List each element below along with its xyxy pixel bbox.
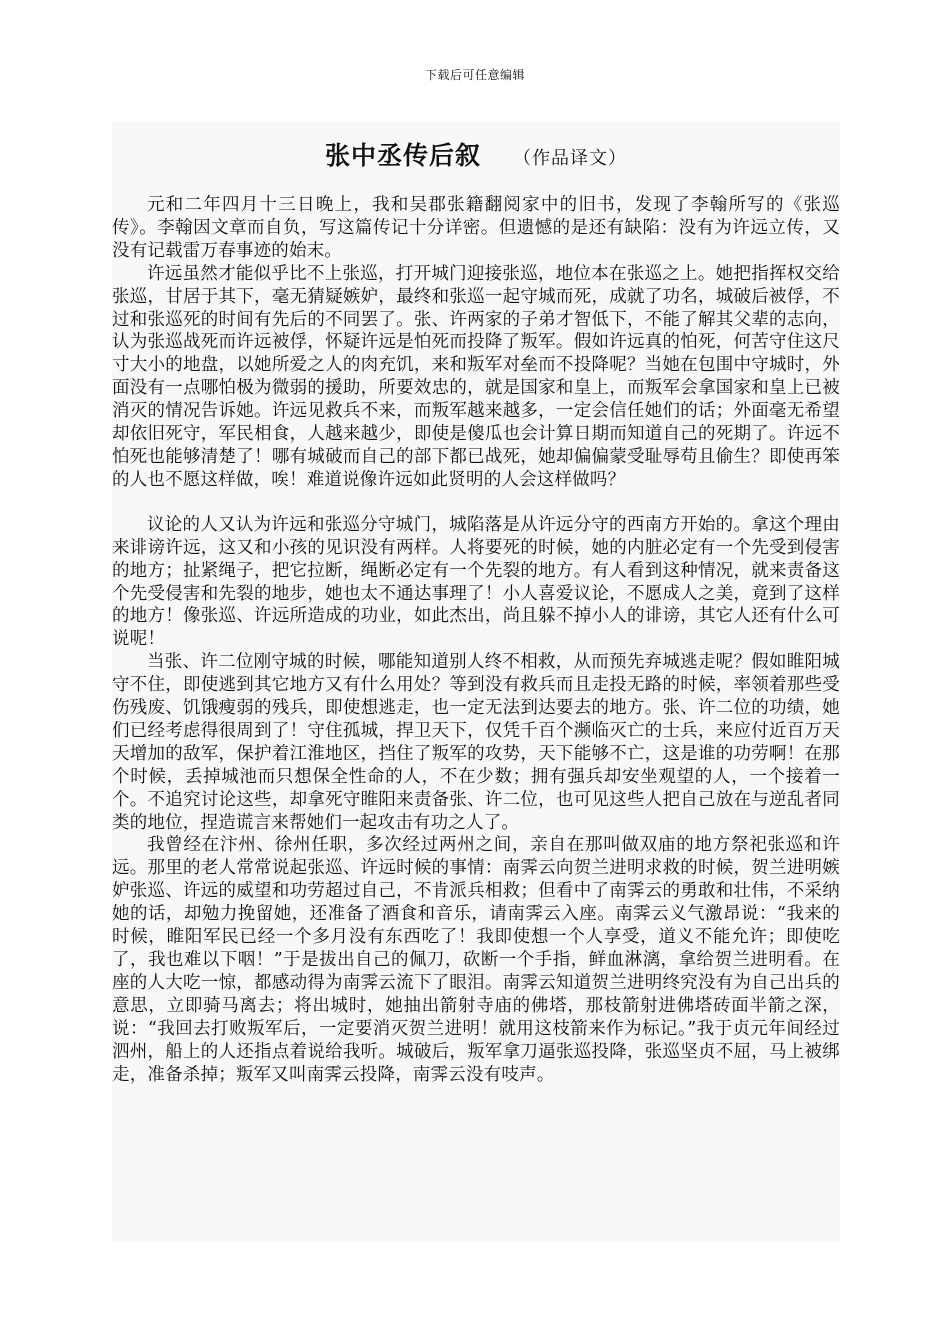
paragraph: 元和二年四月十三日晚上，我和吴郡张籍翻阅家中的旧书，发现了李翰所写的《张巡传》。李翰因文章而自负，写这篇传记十分详密。但遗憾的是还有缺陷：没有为许远立传，又没有记载雷万春事迹的始末。: [112, 195, 840, 261]
body-text: [112, 194, 840, 1086]
document-title: 张中丞传后叙: [324, 141, 481, 170]
document-subtitle: （作品译文）: [513, 148, 627, 169]
paragraph: 当张、许二位刚守城的时候，哪能知道别人终不相救，从而预先弃城逃走呢？假如睢阳城守不住，即使逃到其它地方又有什么用处？等到没有救兵而且走投无路的时候，率领着那些受伤残废、饥饿瘦弱的残兵，即使想逃走，也一定无法到达要去的地方。张、许二位的功绩，她们已经考虑得很周到了！守住孤城，捍卫天下，仅凭千百个濒临灭亡的士兵，来应付近百万天天增加的敌军，保护着江淮地区，挡住了叛军的攻势，天下能够不亡，这是谁的功劳啊！在那个时候，丢掉城池而只想保全性命的人，不在少数；拥有强兵却安坐观望的人，一个接着一个。不追究讨论这些，却拿死守睢阳来责备张、许二位，也可见这些人把自己放在与逆乱者同类的地位，捏造谎言来帮她们一起攻击有功之人了。: [112, 652, 840, 833]
page-header: 下载后可任意编辑: [424, 68, 525, 82]
paragraph: 议论的人又认为许远和张巡分守城门，城陷落是从许远分守的西南方开始的。拿这个理由来诽谤许远，这又和小孩的见识没有两样。人将要死的时候，她的内脏必定有一个先受到侵害的地方；扯紧绳子，把它拉断，绳断必定有一个先裂的地方。有人看到这种情况，就来责备这个先受侵害和先裂的地步，她也太不通达事理了！小人喜爱议论，不愿成人之美，竟到了这样的地方！像张巡、许远所造成的功业，如此杰出，尚且躲不掉小人的诽谤，其它人还有什么可说呢！: [112, 514, 840, 650]
document-body: [112, 122, 840, 1242]
paragraph: 许远虽然才能似乎比不上张巡，打开城门迎接张巡，地位本在张巡之上。她把指挥权交给张巡，甘居于其下，毫无猜疑嫉妒，最终和张巡一起守城而死，成就了功名，城破后被俘，不过和张巡死的时间有先后的不同罢了。张、许两家的子弟才智低下，不能了解其父辈的志向，认为张巡战死而许远被俘，怀疑许远是怕死而投降了叛军。假如许远真的怕死，何苦守住这尺寸大小的地盘，以她所爱之人的肉充饥，来和叛军对垒而不投降呢？当她在包围中守城时，外面没有一点哪怕极为微弱的援助，所要效忠的，就是国家和皇上，而叛军会拿国家和皇上已被消灭的情况告诉她。许远见救兵不来，而叛军越来越多，一定会信任她们的话；外面毫无希望却依旧死守，军民相食，人越来越少，即使是傻瓜也会计算日期而知道自己的死期了。许远不怕死也能够清楚了！哪有城破而自己的部下都已战死，她却偏偏蒙受耻辱苟且偷生？即使再笨的人也不愿这样做，唉！难道说像许远如此贤明的人会这样做吗？: [112, 263, 840, 490]
paragraph: 我曾经在汴州、徐州任职，多次经过两州之间，亲自在那叫做双庙的地方祭祀张巡和许远。那里的老人常常说起张巡、许远时候的事情：南霁云向贺兰进明求救的时候，贺兰进明嫉妒张巡、许远的威望和功劳超过自己，不肯派兵相救；但看中了南霁云的勇敢和壮伟，不采纳她的话，却勉力挽留她，还准备了酒食和音乐，请南霁云入座。南霁云义气激昂说：“我来的时候，睢阳军民已经一个多月没有东西吃了！我即使想一个人享受，道义不能允许；即使吃了，我也难以下咽！”于是拔出自己的佩刀，砍断一个手指，鲜血淋漓，拿给贺兰进明看。在座的人大吃一惊，都感动得为南霁云流下了眼泪。南霁云知道贺兰进明终究没有为自己出兵的意思，立即骑马离去；将出城时，她抽出箭射寺庙的佛塔，那枝箭射进佛塔砖面半箭之深，说：“我回去打败叛军后，一定要消灭贺兰进明！就用这枝箭来作为标记。”我于贞元年间经过泗州，船上的人还指点着说给我听。城破后，叛军拿刀逼张巡投降，张巡坚贞不屈，马上被绑走，准备杀掉；叛军又叫南霁云投降，南霁云没有吱声。: [112, 835, 840, 1085]
title-row: [112, 136, 840, 172]
